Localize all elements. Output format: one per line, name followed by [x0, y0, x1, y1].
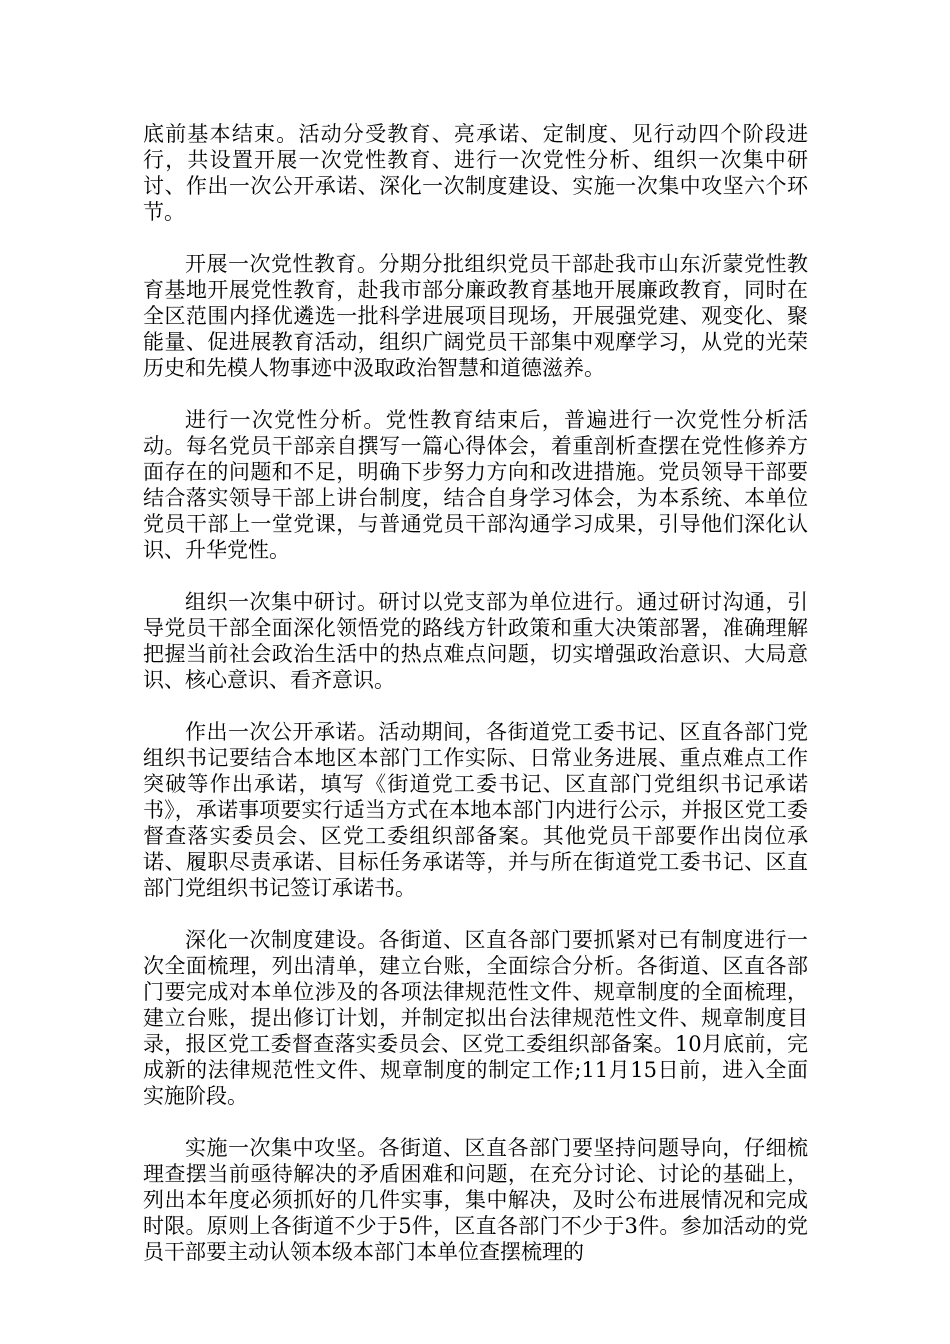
paragraph-party-analysis: 进行一次党性分析。党性教育结束后，普遍进行一次党性分析活动。每名党员干部亲自撰写一篇心得体会，着重剖析查摆在党性修养方面存在的问题和不足，明确下步努力方向和改进措施。党员领导干部要结合落实领导干部上讲台制度，结合自身学习体会，为本系统、本单位党员干部上一堂党课，与普通党员干部沟通学习成果，引导他们深化认识、升华党性。 — [143, 408, 808, 562]
paragraph-group-study: 组织一次集中研讨。研讨以党支部为单位进行。通过研讨沟通，引导党员干部全面深化领悟党的路线方针政策和重大决策部署，准确理解把握当前社会政治生活中的热点难点问题，切实增强政治意识、大局意识、核心意识、看齐意识。 — [143, 590, 808, 692]
paragraph-public-commitment: 作出一次公开承诺。活动期间，各街道党工委书记、区直各部门党组织书记要结合本地区本部门工作实际、日常业务进展、重点难点工作突破等作出承诺，填写《街道党工委书记、区直部门党组织书记承诺书》，承诺事项要实行适当方式在本地本部门内进行公示，并报区党工委督查落实委员会、区党工委组织部备案。其他党员干部要作出岗位承诺、履职尽责承诺、目标任务承诺等，并与所在街道党工委书记、区直部门党组织书记签订承诺书。 — [143, 720, 808, 900]
paragraph-system-building: 深化一次制度建设。各街道、区直各部门要抓紧对已有制度进行一次全面梳理，列出清单，建立台账，全面综合分析。各街道、区直各部门要完成对本单位涉及的各项法律规范性文件、规章制度的全面梳理，建立台账，提出修订计划，并制定拟出台法律规范性文件、规章制度目录，报区党工委督查落实委员会、区党工委组织部备案。10月底前，完成新的法律规范性文件、规章制度的制定工作;11月15日前，进入全面实施阶段。 — [143, 928, 808, 1108]
paragraph-stage-overview: 底前基本结束。活动分受教育、亮承诺、定制度、见行动四个阶段进行，共设置开展一次党性教育、进行一次党性分析、组织一次集中研讨、作出一次公开承诺、深化一次制度建设、实施一次集中攻坚六个环节。 — [143, 122, 808, 224]
paragraph-focused-tackling: 实施一次集中攻坚。各街道、区直各部门要坚持问题导向，仔细梳理查摆当前亟待解决的矛盾困难和问题，在充分讨论、讨论的基础上，列出本年度必须抓好的几件实事，集中解决，及时公布进展情况和完成时限。原则上各街道不少于5件，区直各部门不少于3件。参加活动的党员干部要主动认领本级本部门本单位查摆梳理的 — [143, 1136, 808, 1264]
paragraph-party-education: 开展一次党性教育。分期分批组织党员干部赴我市山东沂蒙党性教育基地开展党性教育，赴我市部分廉政教育基地开展廉政教育，同时在全区范围内择优遴选一批科学进展项目现场，开展强党建、观变化、聚能量、促进展教育活动，组织广阔党员干部集中观摩学习，从党的光荣历史和先模人物事迹中汲取政治智慧和道德滋养。 — [143, 252, 808, 380]
document-page — [143, 121, 808, 1265]
